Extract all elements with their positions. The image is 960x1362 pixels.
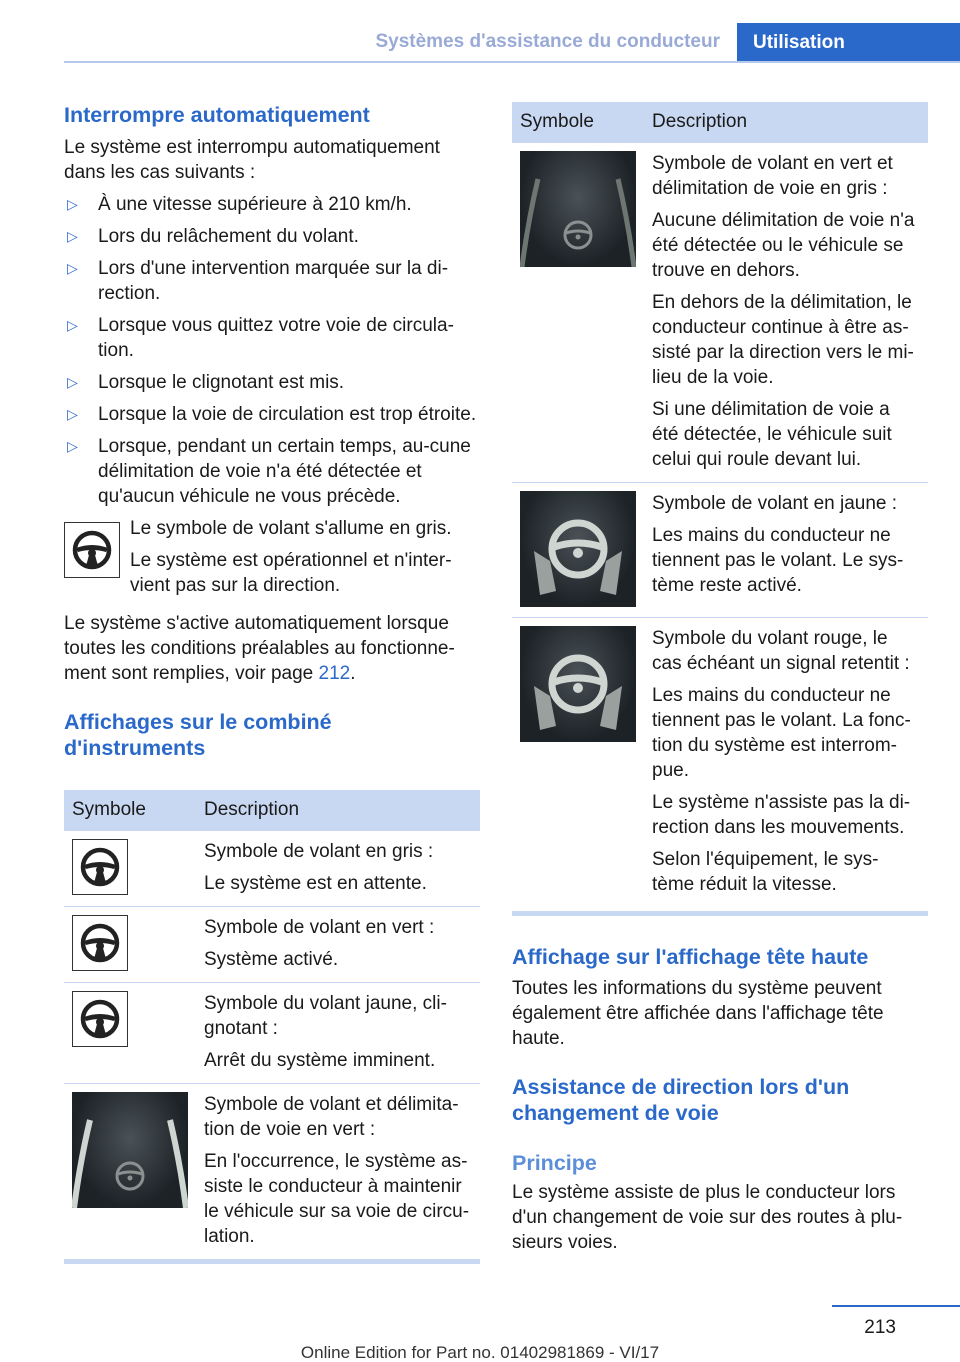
triangle-bullet-icon: ▷ — [67, 317, 78, 333]
lane-display-image — [72, 1092, 188, 1208]
triangle-bullet-icon: ▷ — [67, 374, 78, 390]
header-section-title: Systèmes d'assistance du conducteur — [375, 31, 720, 52]
heading-interrupt: Interrompre automatiquement — [64, 103, 370, 127]
column-header-symbol: Symbole — [64, 790, 196, 830]
heading-display: Affichages sur le combiné d'instruments — [64, 710, 332, 760]
paragraph-hud: Toutes les informations du système peuvent également être affichée dans l'affichage tête haute. — [512, 977, 884, 1049]
note-line: Le symbole de volant s'allume en gris. — [130, 518, 452, 539]
steering-wheel-green-icon — [72, 915, 128, 971]
steering-wheel-icon — [64, 522, 120, 578]
table-row: Symbole de volant en vert : Système activé. — [64, 906, 480, 982]
list-item: ▷ Lorsque la voie de circulation est trop étroite. — [67, 404, 477, 425]
list-item: ▷ Lorsque le clignotant est mis. — [67, 372, 345, 393]
hands-off-yellow-image — [520, 491, 636, 607]
table-row: Symbole de volant en vert et délimitation de voie en gris : Aucune délimitation de voie n'a été détectée ou le véhicule se trouve en dehors. En dehors de la délimitation, le conducteur continue à être as-sisté par la direction vers le mi-lieu de la voie. Si une délimitation de voie a été détectée, le véhicule suit celui qui roule devant lui. — [512, 142, 928, 482]
header-rule — [64, 61, 960, 63]
triangle-bullet-icon: ▷ — [67, 196, 78, 212]
table-end-rule — [64, 1259, 480, 1264]
table-row: Symbole de volant et délimita-tion de voie en vert : En l'occurrence, le système as-siste le conducteur à maintenir le véhicule sur sa voie de circu-lation. — [64, 1083, 480, 1259]
table-row: Symbole de volant en gris : Le système est en attente. — [64, 830, 480, 906]
header-chapter-tab[interactable]: Utilisation — [737, 23, 960, 63]
column-header-description: Description — [196, 790, 480, 830]
page-footer — [0, 1302, 960, 1362]
symbol-table-left — [64, 790, 480, 1259]
list-item: ▷ Lors d'une intervention marquée sur la di-rection. — [67, 258, 449, 304]
triangle-bullet-icon: ▷ — [67, 228, 78, 244]
list-item: ▷ Lors du relâchement du volant. — [67, 226, 359, 247]
heading-principle: Principe — [512, 1150, 597, 1175]
page-header — [0, 23, 960, 63]
note-line: Le système est opérationnel et n'inter-vient pas sur la direction. — [130, 550, 452, 596]
steering-wheel-yellow-icon — [72, 991, 128, 1047]
list-item: ▷ Lorsque, pendant un certain temps, au-cune délimitation de voie n'a été détectée et qu'aucun véhicule ne vous précède. — [67, 436, 471, 507]
footer-rule — [832, 1305, 960, 1307]
triangle-bullet-icon: ▷ — [67, 406, 78, 422]
table-end-rule — [512, 911, 928, 916]
left-column — [64, 102, 480, 1264]
hands-off-red-image — [520, 626, 636, 742]
page-reference-link[interactable]: 212 — [318, 663, 351, 684]
interrupt-list — [64, 192, 480, 509]
edition-note: Online Edition for Part no. 01402981869 - VI/17 — [300, 1343, 660, 1362]
column-header-description: Description — [644, 102, 928, 142]
lane-gray-display-image — [520, 151, 636, 267]
table-row: Symbole du volant jaune, cli-gnotant : Arrêt du système imminent. — [64, 982, 480, 1083]
triangle-bullet-icon: ▷ — [67, 260, 78, 276]
steering-wheel-gray-icon — [72, 839, 128, 895]
list-item: ▷ Lorsque vous quittez votre voie de circula-tion. — [67, 315, 454, 361]
right-column — [512, 102, 928, 1255]
list-item: ▷ À une vitesse supérieure à 210 km/h. — [67, 194, 412, 215]
paragraph-activate: Le système s'active automatiquement lorsque toutes les conditions préalables au fonctionne-ment sont remplies, voir page 212. — [64, 613, 455, 684]
table-row: Symbole de volant en jaune : Les mains du conducteur ne tiennent pas le volant. Le sys-tème reste activé. — [512, 482, 928, 617]
paragraph-interrupt: Le système est interrompu automatiquement dans les cas suivants : — [64, 137, 440, 183]
steering-gray-note — [64, 516, 480, 605]
paragraph-principle: Le système assiste de plus le conducteur lors d'un changement de voie sur des routes à plu-sieurs voies. — [512, 1181, 903, 1253]
page-number: 213 — [864, 1317, 896, 1338]
column-header-symbol: Symbole — [512, 102, 644, 142]
heading-hud: Affichage sur l'affichage tête haute — [512, 944, 869, 969]
table-row: Symbole du volant rouge, le cas échéant un signal retentit : Les mains du conducteur ne tiennent pas le volant. La fonc-tion du système est interrom-pue. Le système n'assiste pas la di-rection dans les mouvements. Selon l'équipement, le sys-tème réduit la vitesse. — [512, 617, 928, 907]
symbol-table-right — [512, 102, 928, 907]
triangle-bullet-icon: ▷ — [67, 438, 78, 454]
heading-lane-change: Assistance de direction lors d'un changement de voie — [512, 1074, 850, 1125]
